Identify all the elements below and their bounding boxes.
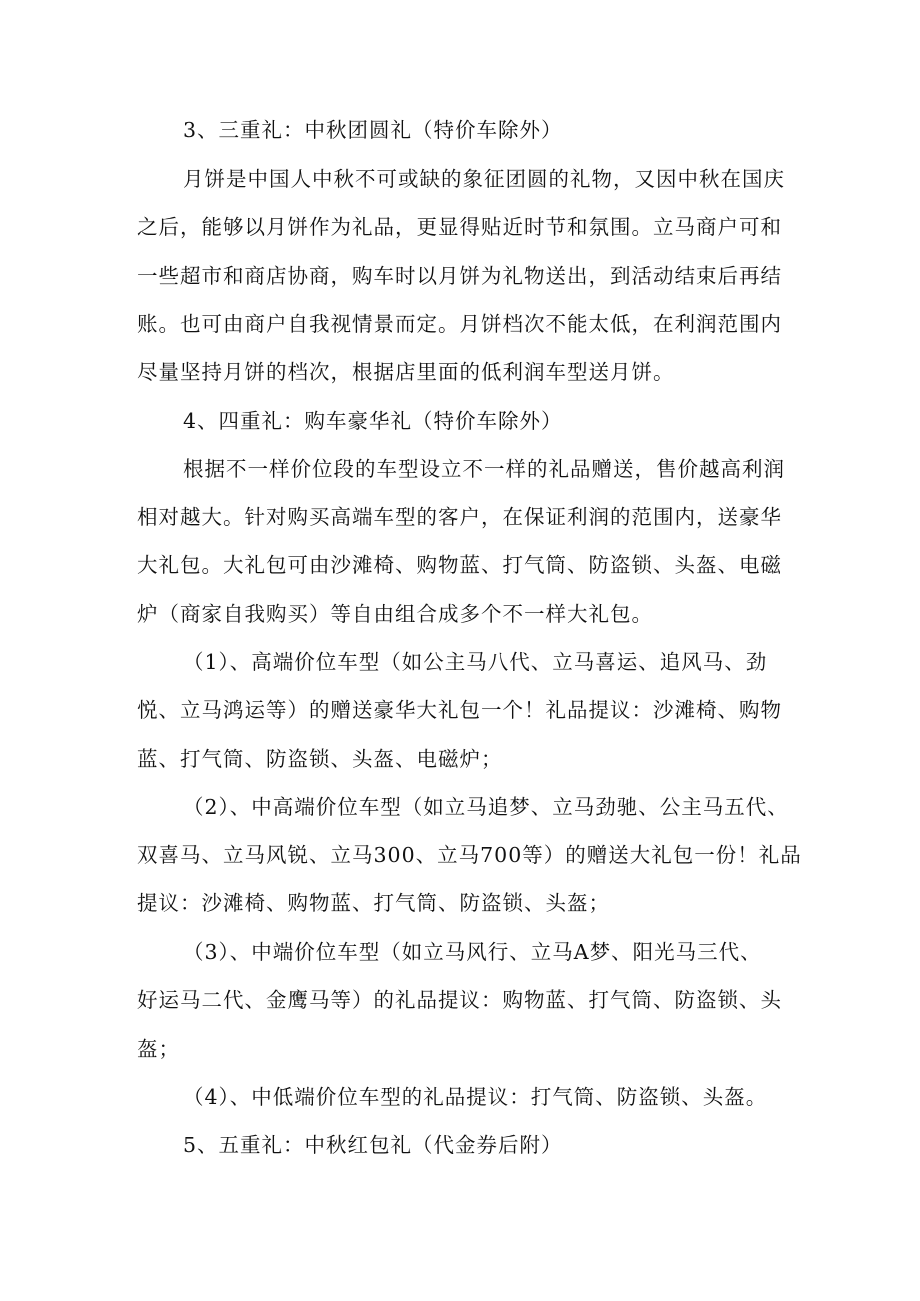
list-item-line: （2）、中高端价位车型（如立马追梦、立马劲驰、公主马五代、 — [183, 795, 789, 819]
list-item-line: 蓝、打气筒、防盗锁、头盔、电磁炉； — [137, 747, 503, 771]
paragraph-line: 炉（商家自我购买）等自由组合成多个不一样大礼包。 — [137, 602, 653, 626]
list-item-line: 好运马二代、金鹰马等）的礼品提议：购物蓝、打气筒、防盗锁、头 — [137, 988, 782, 1012]
paragraph-line: 大礼包。大礼包可由沙滩椅、购物蓝、打气筒、防盗锁、头盔、电磁 — [137, 553, 782, 577]
list-item-line: （4）、中低端价位车型的礼品提议：打气筒、防盗锁、头盔。 — [183, 1085, 768, 1109]
heading-3: 3、三重礼：中秋团圆礼（特价车除外） — [183, 118, 563, 142]
paragraph-line: 一些超市和商店协商，购车时以月饼为礼物送出，到活动结束后再结 — [137, 264, 782, 288]
paragraph-line: 尽量坚持月饼的档次，根据店里面的低利润车型送月饼。 — [137, 360, 675, 384]
list-item-line: （3）、中端价位车型（如立马风行、立马A梦、阳光马三代、 — [183, 940, 762, 964]
list-item-line: 悦、立马鸿运等）的赠送豪华大礼包一个！礼品提议：沙滩椅、购物 — [137, 698, 782, 722]
paragraph-line: 之后，能够以月饼作为礼品，更显得贴近时节和氛围。立马商户可和 — [137, 215, 782, 239]
paragraph-line: 相对越大。针对购买高端车型的客户，在保证利润的范围内，送豪华 — [137, 505, 782, 529]
heading-4: 4、四重礼：购车豪华礼（特价车除外） — [183, 409, 563, 433]
list-item-line: 双喜马、立马风锐、立马300、立马700等）的赠送大礼包一份！礼品 — [137, 843, 802, 867]
heading-5: 5、五重礼：中秋红包礼（代金券后附） — [183, 1133, 563, 1157]
paragraph-line: 根据不一样价位段的车型设立不一样的礼品赠送，售价越高利润 — [183, 457, 785, 481]
list-item-line: （1）、高端价位车型（如公主马八代、立马喜运、追风马、劲 — [183, 650, 768, 674]
paragraph-line: 账。也可由商户自我视情景而定。月饼档次不能太低，在利润范围内 — [137, 312, 782, 336]
list-item-line: 盔； — [137, 1037, 180, 1061]
list-item-line: 提议：沙滩椅、购物蓝、打气筒、防盗锁、头盔； — [137, 891, 610, 915]
paragraph-line: 月饼是中国人中秋不可或缺的象征团圆的礼物，又因中秋在国庆 — [183, 167, 785, 191]
